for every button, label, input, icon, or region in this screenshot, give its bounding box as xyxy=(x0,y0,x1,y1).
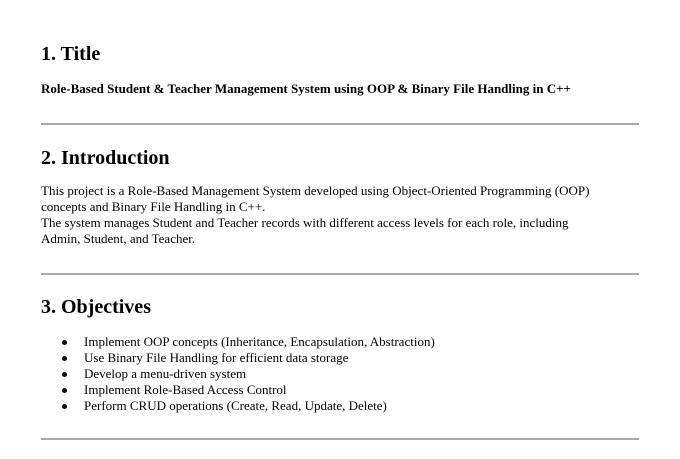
paragraph-line: The system manages Student and Teacher records with different access levels for each role, including xyxy=(41,215,569,230)
list-item: Develop a menu-driven system xyxy=(41,366,435,382)
paragraph-line: concepts and Binary File Handling in C++. xyxy=(41,199,266,214)
project-title-text: Role-Based Student & Teacher Management System using OOP & Binary File Handling in C++ xyxy=(41,81,571,96)
paragraph-line: Admin, Student, and Teacher. xyxy=(41,231,196,246)
list-item: Use Binary File Handling for efficient data storage xyxy=(41,350,435,366)
section-divider xyxy=(41,273,639,275)
section-heading-objectives: 3. Objectives xyxy=(41,296,151,318)
bullet-icon xyxy=(62,404,67,409)
section-divider xyxy=(41,123,639,125)
list-item: Perform CRUD operations (Create, Read, Update, Delete) xyxy=(41,398,435,414)
section-heading-title: 1. Title xyxy=(41,43,101,65)
list-item: Implement OOP concepts (Inheritance, Encapsulation, Abstraction) xyxy=(41,334,435,350)
bullet-icon xyxy=(62,388,67,393)
introduction-paragraph xyxy=(41,183,639,247)
list-item: Implement Role-Based Access Control xyxy=(41,382,435,398)
section-divider xyxy=(41,438,639,440)
bullet-icon xyxy=(62,372,67,377)
section-heading-introduction: 2. Introduction xyxy=(41,147,170,169)
objectives-list xyxy=(41,334,435,414)
paragraph-line: This project is a Role-Based Management System developed using Object-Oriented Programming (OOP) xyxy=(41,183,590,198)
bullet-icon xyxy=(62,356,67,361)
bullet-icon xyxy=(62,340,67,345)
